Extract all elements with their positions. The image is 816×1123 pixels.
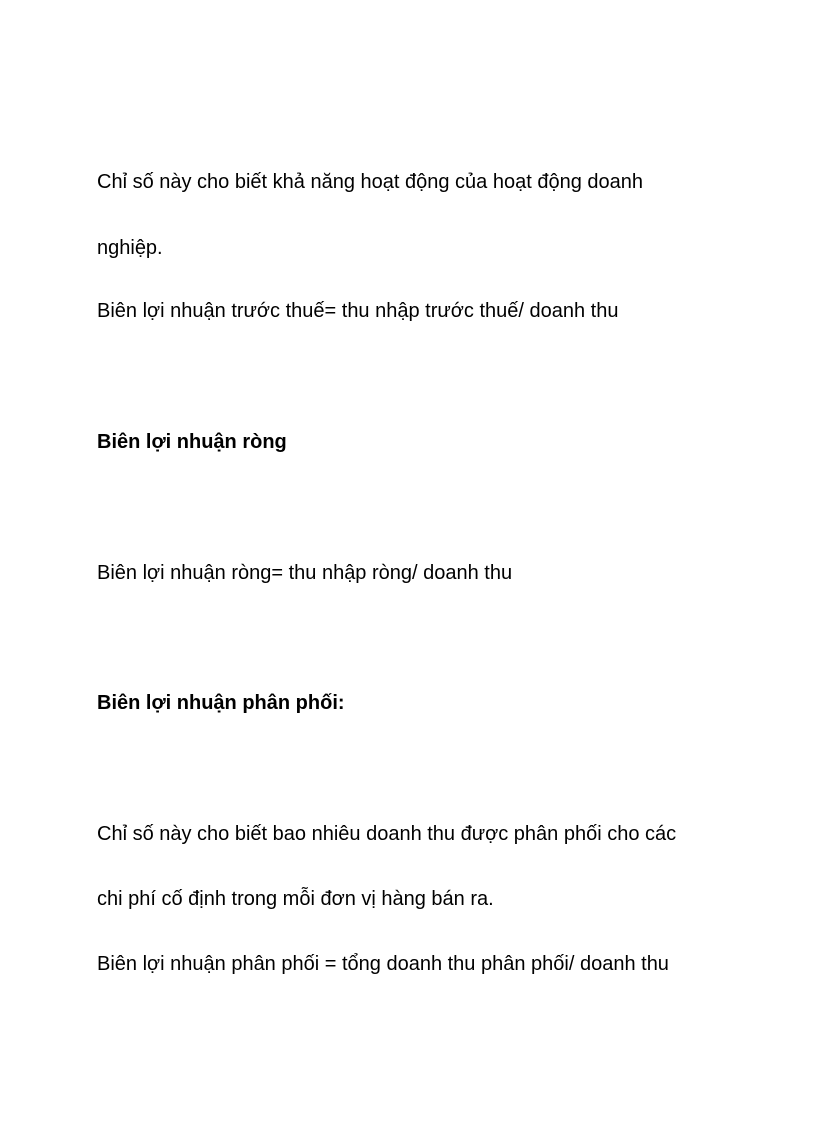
- distribution-margin-formula: Biên lợi nhuận phân phối = tổng doanh thu phân phối/ doanh thu: [97, 953, 669, 975]
- paragraph-line: Chỉ số này cho biết bao nhiêu doanh thu được phân phối cho các: [97, 823, 677, 845]
- distribution-margin-heading: Biên lợi nhuận phân phối:: [97, 692, 345, 714]
- net-margin-formula: Biên lợi nhuận ròng= thu nhập ròng/ doanh thu: [97, 562, 513, 584]
- paragraph-line: nghiệp.: [97, 237, 163, 259]
- paragraph-line: chi phí cố định trong mỗi đơn vị hàng bán ra.: [97, 888, 494, 910]
- net-margin-heading: Biên lợi nhuận ròng: [97, 431, 287, 453]
- pretax-margin-formula: Biên lợi nhuận trước thuế= thu nhập trước thuế/ doanh thu: [97, 300, 619, 322]
- paragraph-line: Chỉ số này cho biết khả năng hoạt động của hoạt động doanh: [97, 171, 643, 193]
